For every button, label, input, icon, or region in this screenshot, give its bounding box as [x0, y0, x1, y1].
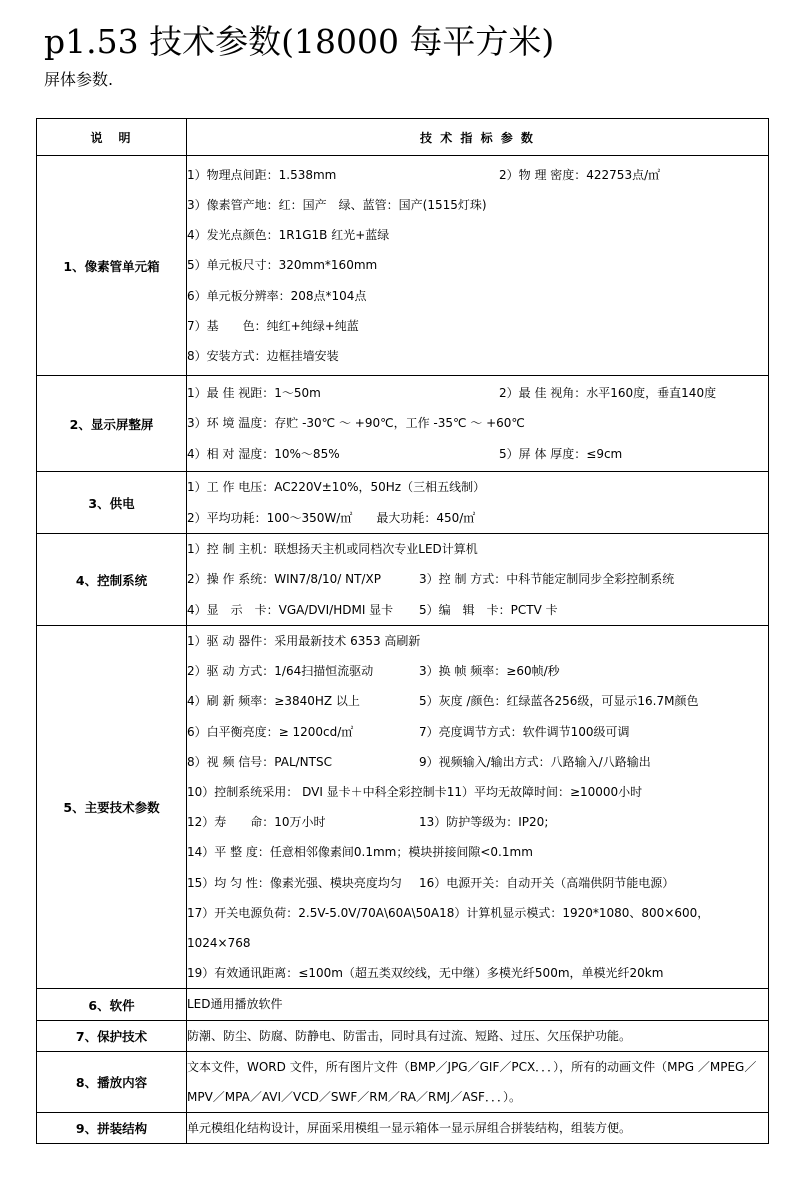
table-header-row [37, 119, 769, 156]
spec-line [187, 626, 768, 656]
header-technical-spec: 技 术 指 标 参 数 [187, 119, 769, 156]
spec-line [187, 837, 768, 867]
spec-line [187, 250, 768, 280]
spec-item: 3）换 帧 频率：≥60帧/秒 [419, 664, 560, 679]
spec-line [187, 281, 768, 311]
section-label: 1、像素管单元箱 [37, 156, 187, 376]
spec-line [187, 868, 768, 898]
spec-item: 11）平均无故障时间：≥10000小时 [446, 785, 643, 800]
table-row [37, 534, 769, 626]
section-content [187, 626, 769, 989]
spec-item: 15）均 匀 性：像素光强、模块亮度均匀 [187, 875, 402, 890]
section-content [187, 1020, 769, 1051]
spec-item: 5）编 辑 卡：PCTV 卡 [419, 602, 558, 617]
spec-line [187, 656, 768, 686]
spec-line [187, 472, 768, 502]
section-content [187, 376, 769, 472]
spec-line [187, 686, 768, 716]
spec-item: 7）基 色：纯红+纯绿+纯蓝 [187, 318, 359, 333]
spec-item: 单元模组化结构设计，屏面采用模组一显示箱体一显示屏组合拼装结构，组装方便。 [187, 1121, 632, 1136]
spec-item: 2）操 作 系统：WIN7/8/10/ NT/XP [187, 572, 381, 587]
section-content [187, 989, 769, 1020]
spec-item: 19）有效通讯距离：≤100m（超五类双绞线，无中继）多模光纤500m，单模光纤20km [187, 966, 664, 981]
spec-table [36, 118, 769, 1144]
spec-item: 1）驱 动 器件：采用最新技术 6353 高刷新 [187, 634, 421, 648]
spec-item: 16）电源开关：自动开关（高端供阴节能电源） [419, 875, 675, 890]
spec-item: 4）相 对 湿度：10%～85% [187, 446, 340, 461]
section-label: 2、显示屏整屏 [37, 376, 187, 472]
header-description: 说 明 [37, 119, 187, 156]
spec-item: 6）单元板分辨率：208点*104点 [187, 288, 367, 303]
spec-line [187, 595, 768, 625]
spec-item: 3）环 境 温度：存贮 -30℃ ～ +90℃，工作 -35℃ ～ +60℃ [187, 416, 525, 431]
table-row [37, 376, 769, 472]
section-content [187, 534, 769, 626]
section-content [187, 1113, 769, 1144]
spec-item: 13）防护等级为：IP20; [419, 815, 549, 830]
spec-item: LED通用播放软件 [187, 997, 283, 1012]
spec-line [187, 1113, 768, 1143]
spec-line [187, 958, 768, 988]
spec-item: 4）显 示 卡：VGA/DVI/HDMI 显卡 [187, 602, 394, 617]
spec-item: 17）开关电源负荷：2.5V-5.0V/70A\60A\50A [187, 905, 440, 920]
spec-item: 8）视 频 信号：PAL/NTSC [187, 754, 332, 769]
spec-item: 9）视频输入/输出方式：八路输入/八路输出 [419, 754, 651, 769]
spec-item: 1）工 作 电压：AC220V±10%，50Hz（三相五线制） [187, 480, 486, 495]
page-title: p1.53 技术参数(18000 每平方米) [44, 22, 555, 61]
page-subtitle: 屏体参数. [44, 70, 114, 89]
spec-item: 18）计算机显示模式：1920*1080、800×600，1024×768 [187, 905, 710, 951]
spec-item: 1）最 佳 视距：1～50m [187, 386, 321, 401]
spec-item: 4）刷 新 频率：≥3840HZ 以上 [187, 694, 360, 709]
table-row [37, 626, 769, 989]
spec-item: 2）驱 动 方式：1/64扫描恒流驱动 [187, 664, 374, 679]
spec-line [187, 534, 768, 564]
spec-line [187, 717, 768, 747]
spec-line [187, 160, 768, 190]
section-content [187, 472, 769, 534]
spec-line [187, 311, 768, 341]
spec-item: 1）物理点间距：1.538mm [187, 167, 337, 182]
section-label: 6、软件 [37, 989, 187, 1020]
spec-line [187, 378, 768, 408]
table-row [37, 156, 769, 376]
spec-line [187, 190, 768, 220]
spec-item: 5）屏 体 厚度：≤9cm [499, 446, 623, 461]
spec-item: 8）安装方式：边框挂墙安装 [187, 349, 339, 363]
spec-table-body [37, 119, 769, 1144]
table-row [37, 1051, 769, 1112]
spec-item: 10）控制系统采用： DVI 显卡＋中科全彩控制卡 [187, 785, 447, 800]
spec-line [187, 989, 768, 1019]
spec-item: 4）发光点颜色：1R1G1B 红光+蓝绿 [187, 228, 390, 243]
spec-item: 3）控 制 方式：中科节能定制同步全彩控制系统 [419, 572, 675, 587]
section-label: 8、播放内容 [37, 1051, 187, 1112]
spec-item: 3）像素管产地：红：国产 绿、蓝管：国产(1515灯珠) [187, 197, 487, 212]
section-label: 9、拼装结构 [37, 1113, 187, 1144]
spec-line [187, 747, 768, 777]
spec-line [187, 777, 768, 807]
spec-item: 14）平 整 度：任意相邻像素间0.1mm；模块拼接间隙<0.1mm [187, 845, 533, 860]
table-row [37, 1113, 769, 1144]
spec-line [187, 503, 768, 533]
spec-item: 7）亮度调节方式：软件调节100级可调 [419, 724, 630, 739]
spec-item: 6）白平衡亮度：≥ 1200cd/㎡ [187, 724, 354, 739]
section-content [187, 156, 769, 376]
spec-item: 防潮、防尘、防腐、防静电、防雷击，同时具有过流、短路、过压、欠压保护功能。 [187, 1028, 632, 1043]
spec-item: 1）控 制 主机：联想扬天主机或同档次专业LED计算机 [187, 542, 478, 557]
spec-line [187, 1052, 768, 1112]
spec-line [187, 439, 768, 469]
spec-item: 5）单元板尺寸：320mm*160mm [187, 258, 378, 273]
section-content [187, 1051, 769, 1112]
section-label: 5、主要技术参数 [37, 626, 187, 989]
table-row [37, 1020, 769, 1051]
spec-item: 2）平均功耗：100～350W/㎡ 最大功耗：450/㎡ [187, 510, 476, 525]
spec-line [187, 220, 768, 250]
spec-line [187, 1021, 768, 1051]
spec-line [187, 564, 768, 594]
spec-item: 2）最 佳 视角：水平160度，垂直140度 [499, 386, 717, 401]
spec-line [187, 898, 768, 958]
section-label: 4、控制系统 [37, 534, 187, 626]
spec-item: 5）灰度 /颜色：红绿蓝各256级，可显示16.7M颜色 [419, 694, 699, 709]
spec-item: 12）寿 命：10万小时 [187, 815, 326, 830]
table-row [37, 472, 769, 534]
spec-item: 文本文件，WORD 文件，所有图片文件（BMP／JPG／GIF／PCX．．．），所有的动画文件（MPG ／MPEG／MPV／MPA／AVI／VCD／SWF／RM／RA／RMJ／ASF．．．）。 [187, 1059, 757, 1105]
spec-item: 2）物 理 密度：422753点/㎡ [499, 167, 661, 182]
spec-line [187, 807, 768, 837]
section-label: 3、供电 [37, 472, 187, 534]
section-label: 7、保护技术 [37, 1020, 187, 1051]
table-row [37, 989, 769, 1020]
spec-line [187, 408, 768, 438]
spec-line [187, 341, 768, 371]
